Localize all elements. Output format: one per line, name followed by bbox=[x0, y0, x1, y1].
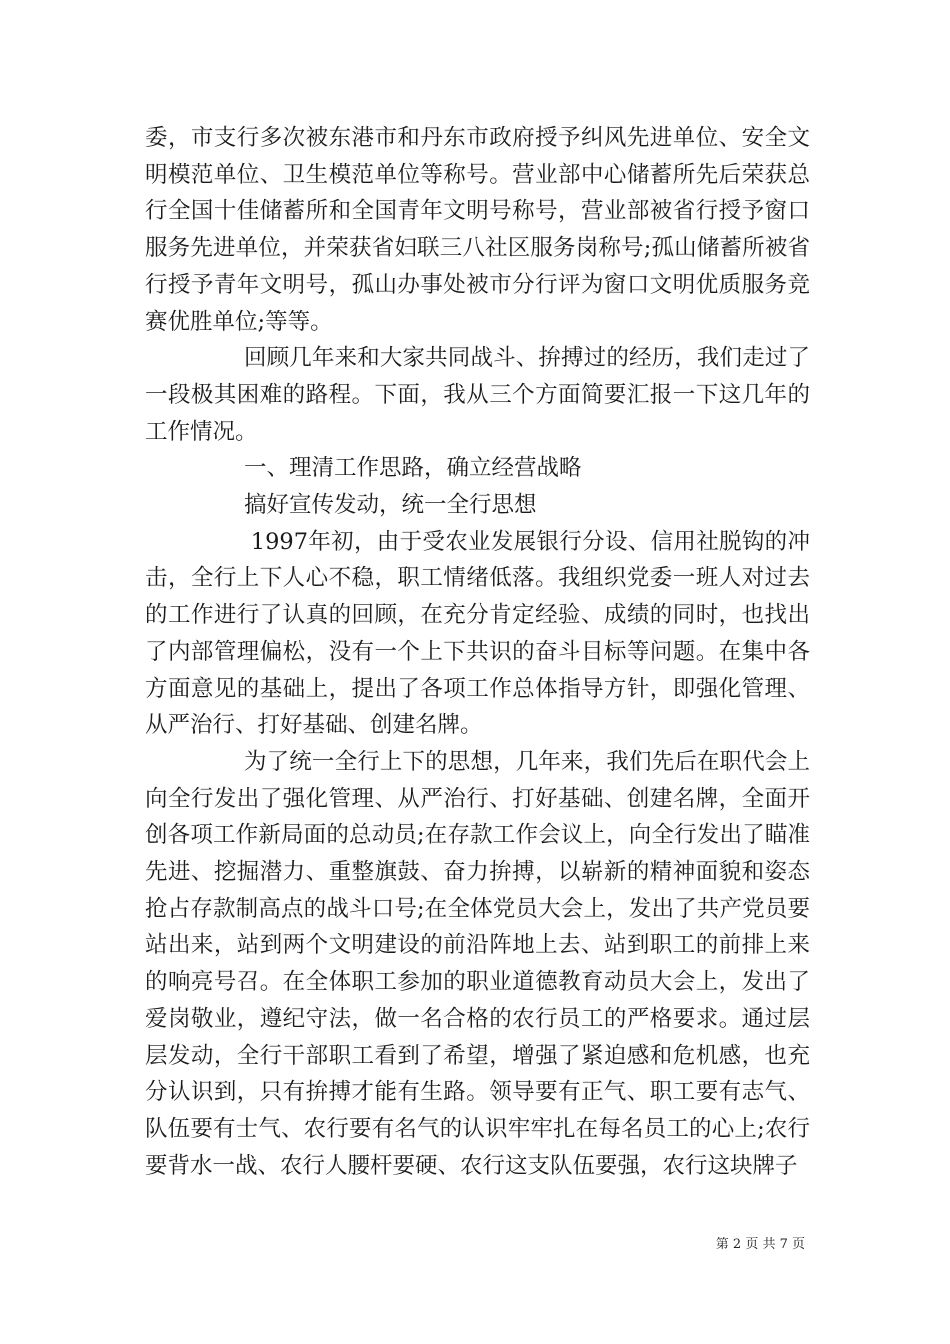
paragraph-honors-continued: 委，市支行多次被东港市和丹东市政府授予纠风先进单位、安全文明模范单位、卫生模范单位等称号。营业部中心储蓄所先后荣获总行全国十佳储蓄所和全国青年文明号称号，营业部被省行授予窗口服务先进单位，并荣获省妇联三八社区服务岗称号;孤山储蓄所被省行授予青年文明号，孤山办事处被市分行评为窗口文明优质服务竞赛优胜单位;等等。 bbox=[145, 125, 810, 335]
subsection-heading: 搞好宣传发动，统一全行思想 bbox=[244, 492, 537, 519]
page-number-footer: 第 2 页 共 7 页 bbox=[715, 1237, 805, 1252]
paragraph-unify-thinking: 为了统一全行上下的思想，几年来，我们先后在职代会上向全行发出了强化管理、从严治行、打好基础、创建名牌，全面开创各项工作新局面的总动员;在存款工作会议上，向全行发出了瞄准先进、挖掘潜力、重整旗鼓、奋力拚搏，以崭新的精神面貌和姿态抢占存款制高点的战斗口号;在全体党员大会上，发出了共产党员要站出来，站到两个文明建设的前沿阵地上去、站到职工的前排上来的响亮号召。在全体职工参加的职业道德教育动员大会上，发出了爱岗敬业，遵纪守法，做一名合格的农行员工的严格要求。通过层层发动，全行干部职工看到了希望，增强了紧迫感和危机感，也充分认识到，只有拚搏才能有生路。领导要有正气、职工要有志气、队伍要有士气、农行要有名气的认识牢牢扎在每名员工的心上;农行要背水一战、农行人腰杆要硬、农行这支队伍要强，农行这块牌子 bbox=[145, 748, 810, 1179]
section-heading: 一、理清工作思路，确立经营战略 bbox=[244, 455, 582, 482]
document-body bbox=[145, 120, 810, 1184]
paragraph-review: 回顾几年来和大家共同战斗、拚搏过的经历，我们走过了一段极其困难的路程。下面，我从三个方面简要汇报一下这几年的工作情况。 bbox=[145, 345, 810, 445]
paragraph-1997: 1997年初，由于受农业发展银行分设、信用社脱钩的冲击，全行上下人心不稳，职工情绪低落。我组织党委一班人对过去的工作进行了认真的回顾，在充分肯定经验、成绩的同时，也找出了内部管理偏松，没有一个上下共识的奋斗目标等问题。在集中各方面意见的基础上，提出了各项工作总体指导方针，即强化管理、从严治行、打好基础、创建名牌。 bbox=[145, 528, 810, 739]
